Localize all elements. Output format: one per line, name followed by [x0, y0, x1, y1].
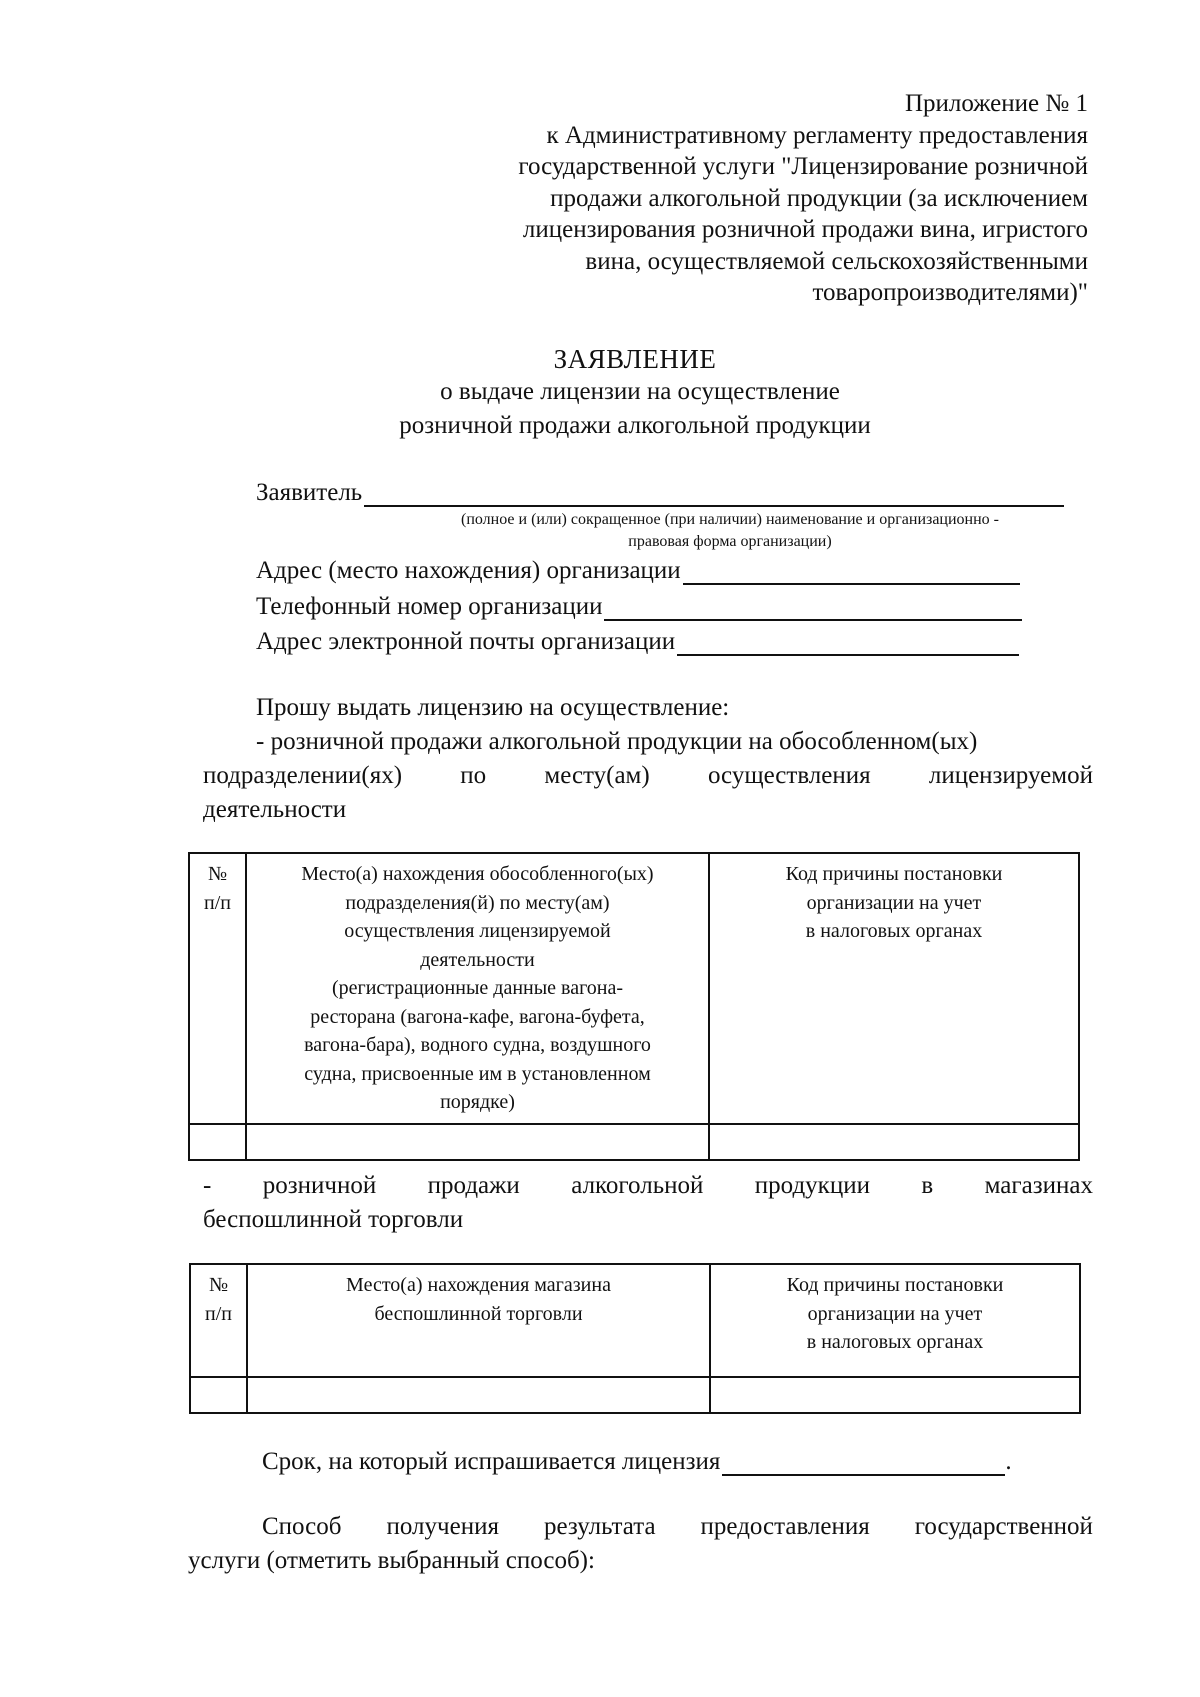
phone-label: Телефонный номер организации	[256, 593, 603, 620]
word: магазинах	[984, 1172, 1093, 1199]
document-subtitle-line: о выдаче лицензии на осуществление	[440, 378, 840, 405]
term-end-dot: .	[1005, 1448, 1012, 1475]
applicant-input-line[interactable]	[364, 481, 1064, 507]
word: продажи	[427, 1172, 520, 1199]
method-justified-line	[262, 1513, 1093, 1541]
subdivisions-table	[188, 852, 1080, 1161]
annex-line: продажи алкогольной продукции (за исключением	[550, 184, 1088, 212]
document-subtitle-line: розничной продажи алкогольной продукции	[399, 412, 871, 439]
word: продукции	[754, 1172, 870, 1199]
annex-line: к Административному регламенту предоставления	[546, 121, 1088, 149]
table-header-number: № п/п	[190, 1264, 247, 1377]
annex-line: вина, осуществляемой сельскохозяйственными	[585, 247, 1088, 275]
table-header-tax-code: Код причины постановки организации на учет в налоговых органах	[709, 853, 1079, 1124]
table-cell[interactable]	[189, 1124, 246, 1160]
table-header-number: № п/п	[189, 853, 246, 1124]
term-input-line[interactable]	[722, 1450, 1005, 1476]
table-row	[190, 1377, 1080, 1413]
phone-field	[256, 593, 1022, 621]
word: по	[460, 762, 487, 789]
request-item-1-justified-line	[203, 762, 1093, 790]
table-header-row	[189, 853, 1079, 1124]
table-cell[interactable]	[710, 1377, 1080, 1413]
applicant-hint	[380, 509, 1080, 553]
annex-line: Приложение № 1	[904, 90, 1088, 117]
table-row	[189, 1124, 1079, 1160]
applicant-hint-line: правовая форма организации)	[628, 533, 832, 550]
applicant-label: Заявитель	[256, 479, 363, 506]
address-field	[256, 557, 1020, 585]
annex-header	[388, 88, 1088, 309]
word: осуществления	[707, 762, 871, 789]
request-item-1-line: - розничной продажи алкогольной продукции на обособленном(ых)	[256, 728, 978, 755]
word: Способ	[262, 1513, 342, 1540]
word: алкогольной	[571, 1172, 704, 1199]
email-input-line[interactable]	[677, 630, 1019, 656]
annex-line: государственной услуги "Лицензирование розничной	[518, 153, 1088, 180]
request-item-2-line: беспошлинной торговли	[203, 1206, 464, 1233]
table-header-tax-code: Код причины постановки организации на учет в налоговых органах	[710, 1264, 1080, 1377]
address-label: Адрес (место нахождения) организации	[256, 557, 681, 584]
word: получения	[386, 1513, 499, 1540]
word: результата	[543, 1513, 656, 1540]
method-line: услуги (отметить выбранный способ):	[188, 1547, 595, 1574]
table-header-row	[190, 1264, 1080, 1377]
document-title: ЗАЯВЛЕНИЕ	[553, 344, 717, 374]
term-field	[262, 1448, 1012, 1476]
request-item-2-justified-line	[203, 1172, 1093, 1200]
annex-line: товаропроизводителями)"	[812, 279, 1088, 306]
word: в	[921, 1172, 934, 1199]
address-input-line[interactable]	[683, 559, 1020, 585]
table-header-location: Место(а) нахождения магазина беспошлинной торговли	[247, 1264, 710, 1377]
word: подразделении(ях)	[203, 762, 403, 789]
table-cell[interactable]	[246, 1124, 709, 1160]
request-item-1-line: деятельности	[203, 796, 347, 823]
term-label: Срок, на который испрашивается лицензия	[262, 1448, 721, 1475]
applicant-field	[256, 479, 1064, 507]
phone-input-line[interactable]	[604, 595, 1022, 621]
email-label: Адрес электронной почты организации	[256, 628, 676, 655]
duty-free-table	[189, 1263, 1081, 1414]
word: предоставления	[700, 1513, 870, 1540]
word: -	[203, 1172, 212, 1199]
table-cell[interactable]	[247, 1377, 710, 1413]
table-header-location: Место(а) нахождения обособленного(ых) подразделения(й) по месту(ам) осуществления лицензируемой деятельности (регистрационные данные вагона- ресторана (вагона-кафе, вагона-буфета, вагона-бара), водного судна, воздушного судна, присвоенные им в установленном порядке)	[246, 853, 709, 1124]
word: месту(ам)	[544, 762, 650, 789]
word: государственной	[914, 1513, 1093, 1540]
table-cell[interactable]	[709, 1124, 1079, 1160]
applicant-hint-line: (полное и (или) сокращенное (при наличии) наименование и организационно -	[460, 511, 999, 528]
annex-line: лицензирования розничной продажи вина, игристого	[522, 216, 1088, 243]
table-cell[interactable]	[190, 1377, 247, 1413]
request-intro: Прошу выдать лицензию на осуществление:	[256, 694, 730, 721]
email-field	[256, 628, 1019, 656]
word: розничной	[262, 1172, 377, 1199]
word: лицензируемой	[928, 762, 1093, 789]
